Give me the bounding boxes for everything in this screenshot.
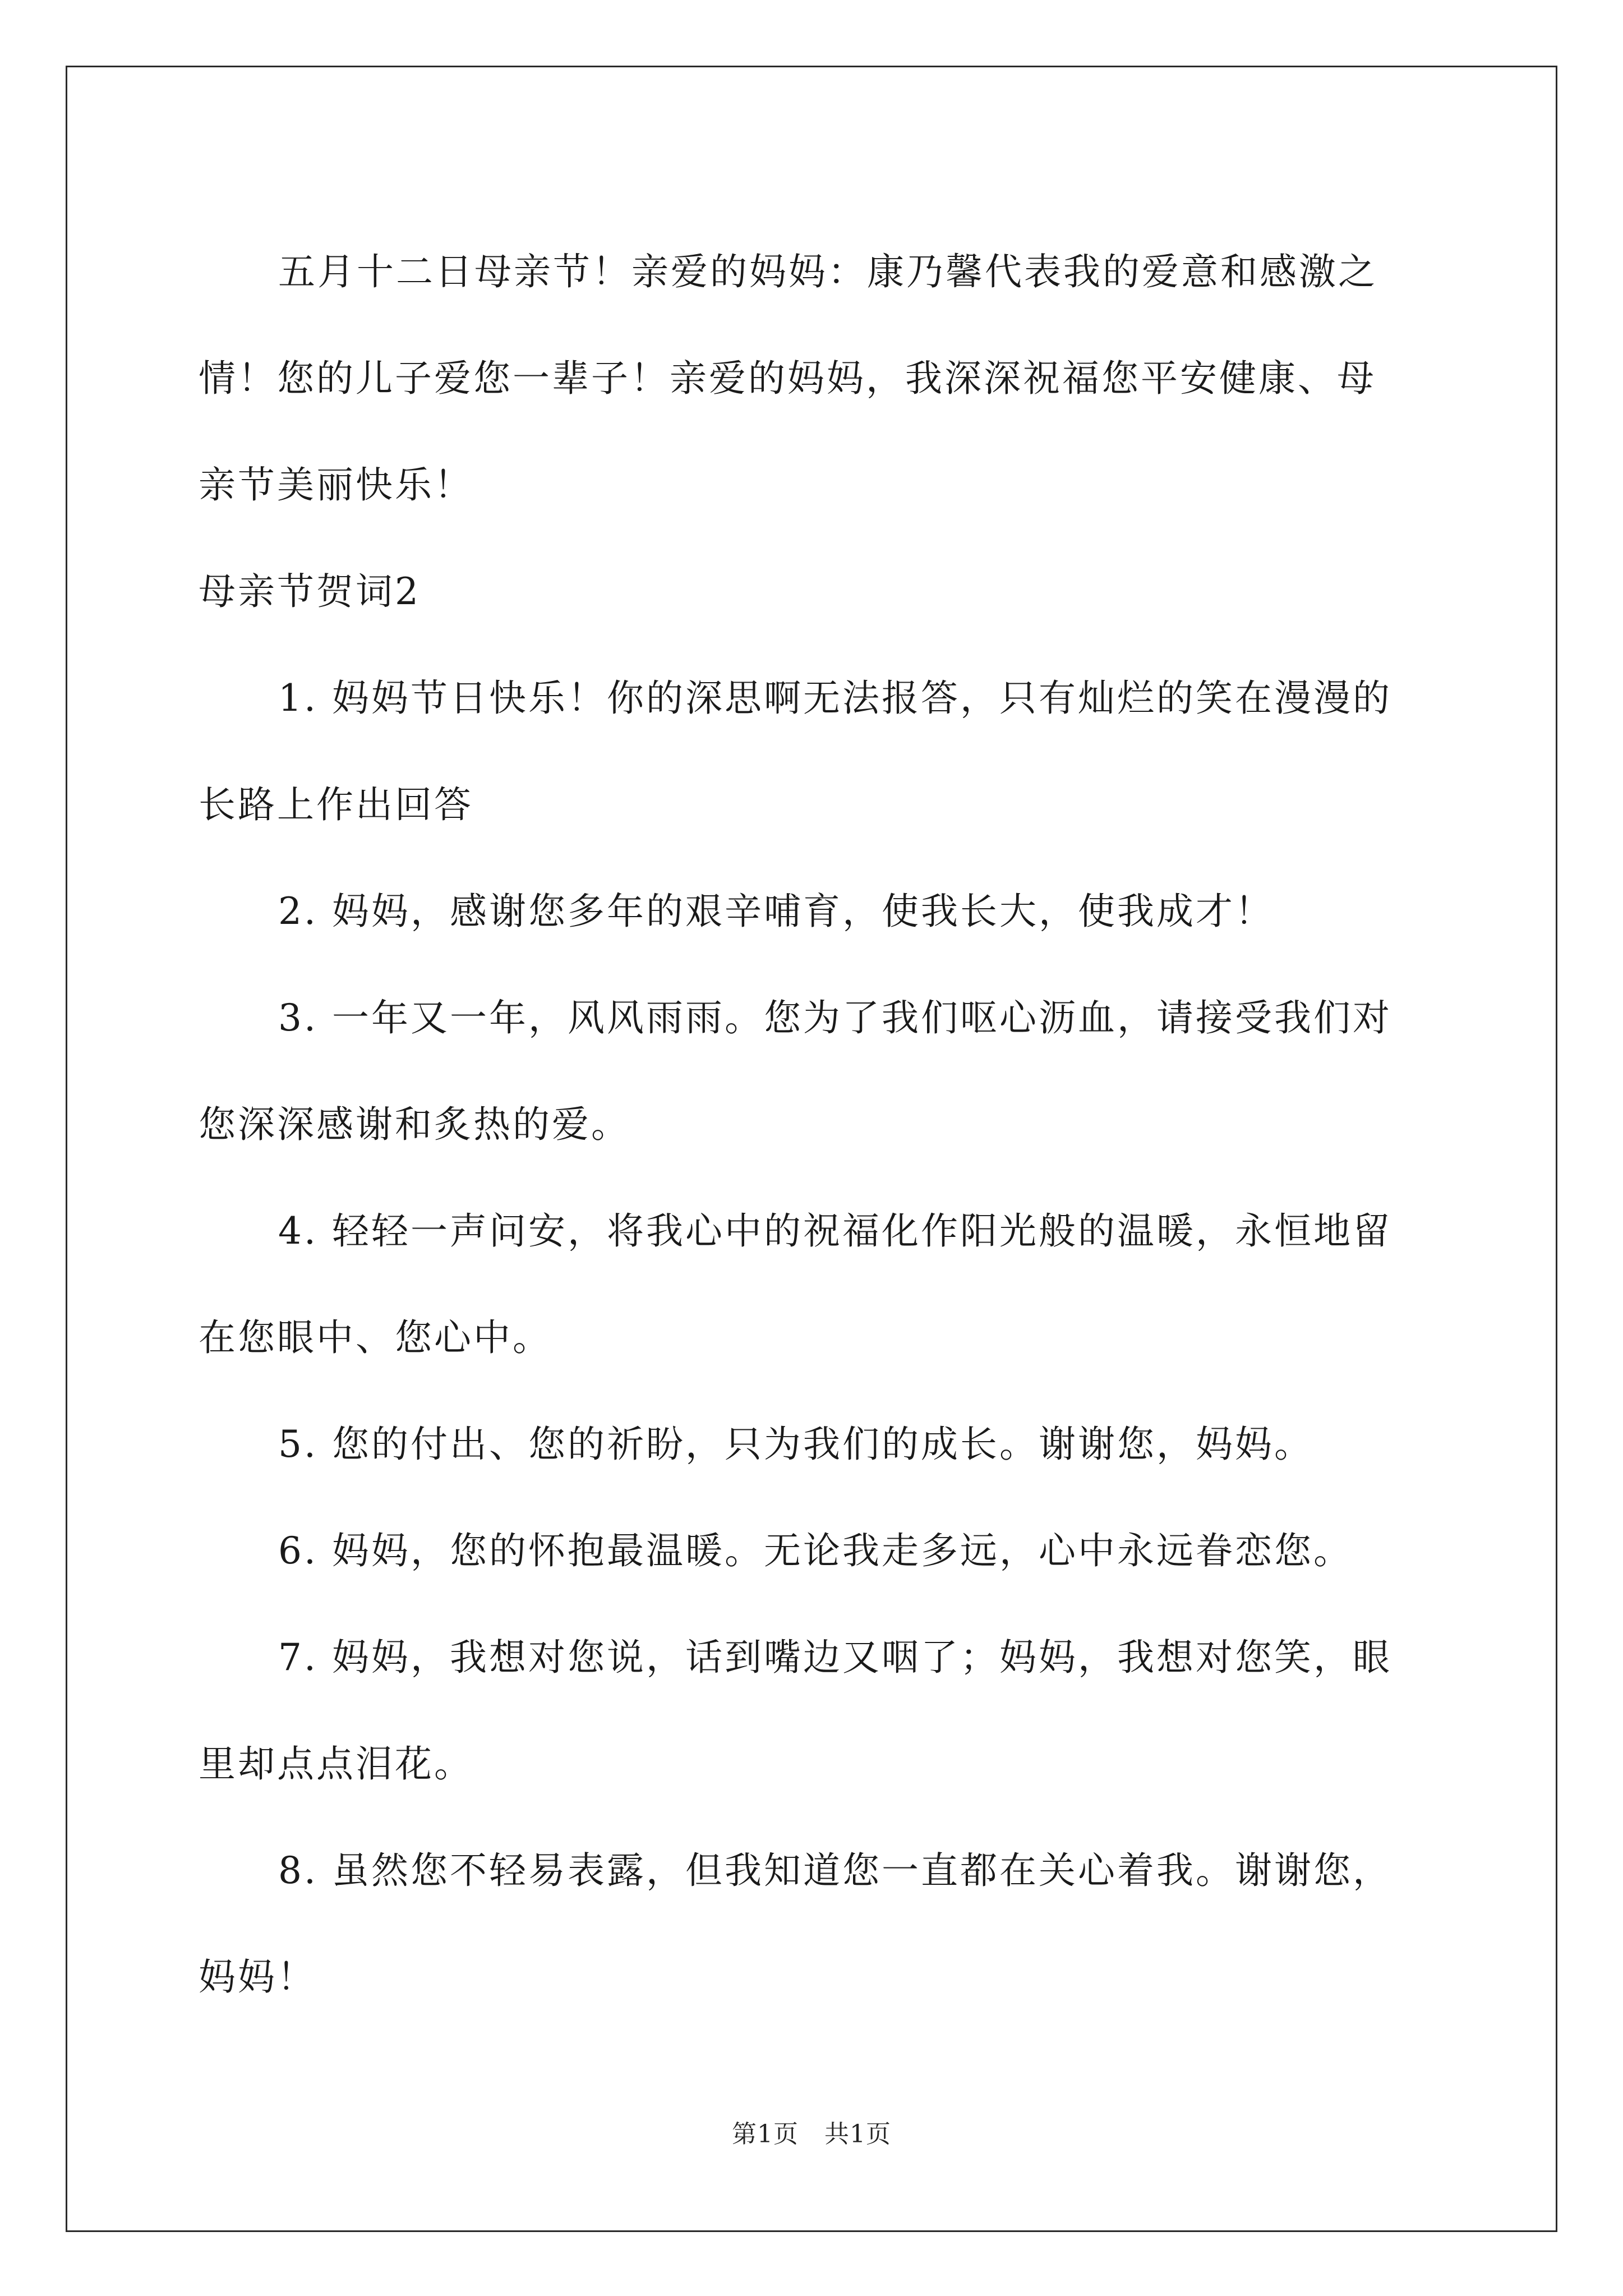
page-footer: [0, 2114, 1623, 2150]
item-4-line-1: 4. 轻轻一声问安，将我心中的祝福化作阳光般的温暖，永恒地留: [278, 1209, 1392, 1253]
item-7-line-1: 7. 妈妈，我想对您说，话到嘴边又咽了；妈妈，我想对您笑，眼: [278, 1636, 1392, 1679]
item-5-line-1: 5. 您的付出、您的祈盼，只为我们的成长。谢谢您，妈妈。: [278, 1423, 1313, 1466]
intro-line-1: 五月十二日母亲节！亲爱的妈妈：康乃馨代表我的爱意和感激之: [278, 250, 1377, 293]
item-3-line-1: 3. 一年又一年，风风雨雨。您为了我们呕心沥血，请接受我们对: [278, 996, 1392, 1039]
item-2-line-1: 2. 妈妈，感谢您多年的艰辛哺育，使我长大，使我成才！: [278, 890, 1274, 933]
section-heading: 母亲节贺词2: [199, 570, 421, 613]
item-3-line-2: 您深深感谢和炙热的爱。: [199, 1103, 630, 1146]
item-8-line-1: 8. 虽然您不轻易表露，但我知道您一直都在关心着我。谢谢您，: [278, 1849, 1392, 1892]
item-4-line-2: 在您眼中、您心中。: [199, 1316, 552, 1359]
item-7-line-2: 里却点点泪花。: [199, 1742, 473, 1786]
item-1-line-2: 长路上作出回答: [199, 783, 473, 826]
page-number-total: 共1页: [824, 2120, 891, 2148]
intro-line-2: 情！您的儿子爱您一辈子！亲爱的妈妈，我深深祝福您平安健康、母: [199, 357, 1376, 400]
item-6-line-1: 6. 妈妈，您的怀抱最温暖。无论我走多远，心中永远眷恋您。: [278, 1529, 1353, 1572]
page-number-current: 第1页: [732, 2120, 799, 2148]
item-1-line-1: 1. 妈妈节日快乐！你的深思啊无法报答，只有灿烂的笑在漫漫的: [278, 677, 1392, 720]
document-body: [199, 219, 1432, 2031]
intro-line-3: 亲节美丽快乐！: [199, 463, 473, 507]
item-8-line-2: 妈妈！: [199, 1955, 316, 1999]
